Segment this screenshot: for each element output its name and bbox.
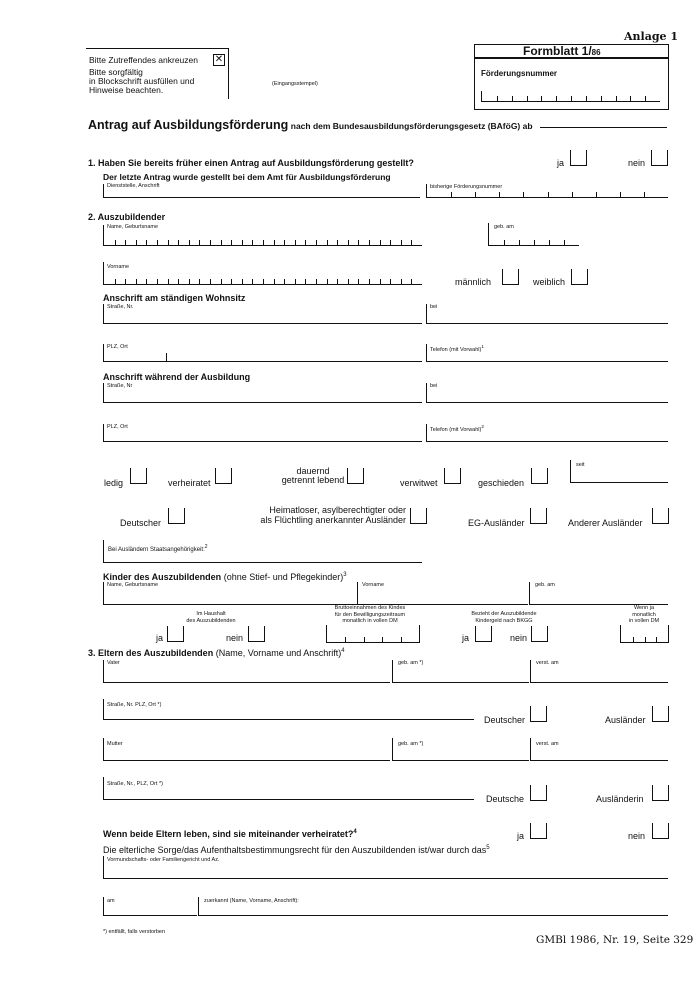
child-name-field[interactable] <box>103 582 357 605</box>
comb-tick <box>305 279 306 284</box>
comb-tick <box>548 192 549 197</box>
comb-tick <box>327 240 328 245</box>
household-yes-label: ja <box>156 633 164 643</box>
mother-dob-field[interactable] <box>392 738 529 761</box>
custody-granted-field[interactable] <box>198 897 668 916</box>
mother-dob-label: geb. am *) <box>398 741 424 747</box>
home-phone-label: Telefon (mit Vorwahl)$^1$ <box>430 344 484 353</box>
q1-no-checkbox[interactable] <box>651 150 668 166</box>
foerderungsnummer-field[interactable] <box>481 91 660 102</box>
comb-tick <box>168 240 169 245</box>
mother-label: Mutter <box>107 741 123 747</box>
father-address-label: Straße, Nr. PLZ, Ort *) <box>107 702 162 708</box>
comb-tick <box>523 192 524 197</box>
home-at-field[interactable] <box>426 304 668 324</box>
comb-tick <box>136 240 137 245</box>
comb-tick <box>263 240 264 245</box>
custody-granted-label: zuerkannt (Name, Vorname, Anschrift): <box>204 898 299 904</box>
q2-name-label: Name, Geburtsname <box>107 224 159 230</box>
comb-tick <box>348 279 349 284</box>
comb-tick <box>263 279 264 284</box>
comb-tick <box>168 279 169 284</box>
parents-married-question: Wenn beide Eltern leben, sind sie miteinander verheiratet?$^4$ <box>103 829 357 839</box>
formblatt-header <box>475 45 668 59</box>
comb-tick <box>115 240 116 245</box>
comb-tick <box>178 240 179 245</box>
comb-tick <box>401 240 402 245</box>
footnote: *) entfällt, falls verstorben <box>103 929 166 935</box>
comb-tick <box>316 240 317 245</box>
comb-tick <box>189 240 190 245</box>
benefit-no-checkbox[interactable] <box>531 626 548 642</box>
comb-tick <box>504 240 505 245</box>
comb-tick <box>390 240 391 245</box>
q2-dob-field[interactable] <box>488 223 579 246</box>
comb-tick <box>125 240 126 245</box>
child-dob-field[interactable] <box>529 582 668 605</box>
stamp-label: (Eingangsstempel) <box>272 81 318 87</box>
married-label: verheiratet <box>168 478 211 488</box>
other-foreign-label: Anderer Ausländer <box>568 518 643 528</box>
comb-tick <box>295 240 296 245</box>
comb-tick <box>564 240 565 245</box>
comb-tick <box>572 192 573 197</box>
instruction-line-2: Bitte sorgfältig <box>89 67 143 77</box>
comb-tick <box>549 240 550 245</box>
comb-tick <box>380 240 381 245</box>
comb-tick <box>571 96 572 101</box>
mother-german-label: Deutsche <box>486 794 525 804</box>
father-foreign-label: Ausländer <box>605 715 646 725</box>
child-firstname-field[interactable] <box>357 582 528 605</box>
comb-tick <box>497 96 498 101</box>
divorced-checkbox[interactable] <box>531 468 548 484</box>
foerderungsnummer-label: Förderungsnummer <box>481 69 558 78</box>
comb-tick <box>284 240 285 245</box>
refugee-checkbox[interactable] <box>410 508 427 524</box>
benefit-amount-label: Wenn ja monatlich in vollen DM <box>628 605 660 624</box>
comb-tick <box>644 192 645 197</box>
comb-tick <box>390 279 391 284</box>
comb-tick <box>178 279 179 284</box>
comb-tick <box>411 240 412 245</box>
household-no-checkbox[interactable] <box>248 626 265 642</box>
q2-title: 2. Auszubildender <box>88 212 166 222</box>
comb-tick <box>210 279 211 284</box>
source-reference: GMBl 1986, Nr. 19, Seite 329 <box>536 934 694 946</box>
father-label: Vater <box>107 660 120 666</box>
study-at-field[interactable] <box>426 383 668 403</box>
benefit-yes-label: ja <box>462 633 470 643</box>
study-phone-field[interactable] <box>426 424 668 442</box>
household-yes-checkbox[interactable] <box>167 626 184 642</box>
q2-dob-label: geb. am <box>494 224 514 230</box>
instructions-box <box>86 48 229 99</box>
parents-married-no-checkbox[interactable] <box>652 823 669 839</box>
custody-date-label: am <box>107 898 115 904</box>
study-address-title: Anschrift während der Ausbildung <box>103 372 251 382</box>
comb-tick <box>364 637 365 642</box>
q1-number-field[interactable] <box>426 184 668 198</box>
formblatt-box <box>474 44 669 110</box>
comb-tick <box>157 279 158 284</box>
q1-no-label: nein <box>628 158 646 168</box>
comb-tick <box>242 279 243 284</box>
child-benefit-label: Bezieht der Auszubildende Kindergeld nach BKGG <box>471 611 537 624</box>
father-dob-label: geb. am *) <box>398 660 424 666</box>
custody-date-field[interactable] <box>103 897 197 916</box>
start-date-line[interactable] <box>540 127 667 128</box>
comb-tick <box>369 240 370 245</box>
father-address-field[interactable] <box>103 699 474 720</box>
home-city-label: PLZ, Ort <box>107 344 128 350</box>
father-german-label: Deutscher <box>484 715 526 725</box>
comb-tick <box>221 279 222 284</box>
mother-address-label: Straße, Nr., PLZ, Ort *) <box>107 781 163 787</box>
comb-tick <box>125 279 126 284</box>
q1-yes-checkbox[interactable] <box>570 150 587 166</box>
child-firstname-label: Vorname <box>362 582 385 588</box>
comb-tick <box>231 240 232 245</box>
female-checkbox[interactable] <box>571 269 588 285</box>
comb-tick <box>327 279 328 284</box>
father-german-checkbox[interactable] <box>530 706 547 722</box>
mother-foreign-checkbox[interactable] <box>652 785 669 801</box>
q3-title: 3. Eltern des Auszubildenden (Name, Vorname und Anschrift)$^4$ <box>88 648 345 658</box>
mother-died-label: verst. am <box>536 741 559 747</box>
comb-tick <box>199 240 200 245</box>
comb-tick <box>380 279 381 284</box>
comb-tick <box>242 240 243 245</box>
comb-tick <box>210 240 211 245</box>
separated-checkbox[interactable] <box>347 468 364 484</box>
comb-tick <box>199 279 200 284</box>
single-label: ledig <box>104 478 124 488</box>
comb-tick <box>620 192 621 197</box>
since-field[interactable] <box>570 460 668 483</box>
german-label: Deutscher <box>120 518 162 528</box>
comb-tick <box>451 192 452 197</box>
comb-tick <box>556 96 557 101</box>
instruction-line-4: Hinweise beachten. <box>89 85 164 95</box>
comb-tick <box>601 96 602 101</box>
custody-text: Die elterliche Sorge/das Aufenthaltsbestimmungsrecht für den Auszubildenden ist/war durch das$^5$ <box>103 845 490 855</box>
heading-main: Antrag auf Ausbildungsförderung <box>88 118 289 132</box>
comb-tick <box>616 96 617 101</box>
widowed-label: verwitwet <box>400 478 438 488</box>
benefit-no-label: nein <box>510 633 528 643</box>
home-at-label: bei <box>430 304 438 310</box>
q1-number-label: bisherige Förderungsnummer <box>430 184 503 190</box>
parents-married-no-label: nein <box>628 831 646 841</box>
q1-question: 1. Haben Sie bereits früher einen Antrag auf Ausbildungsförderung gestellt? <box>88 158 414 168</box>
comb-tick <box>596 192 597 197</box>
comb-tick <box>401 279 402 284</box>
single-checkbox[interactable] <box>130 468 147 484</box>
since-label: seit <box>576 462 585 468</box>
comb-tick <box>284 279 285 284</box>
court-label: Vormundschafts- oder Familiengericht und Az. <box>107 857 220 863</box>
father-dob-field[interactable] <box>392 660 529 683</box>
father-died-label: verst. am <box>536 660 559 666</box>
comb-tick <box>115 279 116 284</box>
children-title: Kinder des Auszubildenden (ohne Stief- und Pflegekinder)$^3$ <box>103 572 347 582</box>
comb-tick <box>519 240 520 245</box>
formblatt-title: Formblatt 1/86 <box>523 44 601 58</box>
comb-tick <box>527 96 528 101</box>
comb-tick <box>146 279 147 284</box>
comb-tick <box>358 279 359 284</box>
male-checkbox[interactable] <box>502 269 519 285</box>
child-name-label: Name, Geburtsname <box>107 582 159 588</box>
comb-tick <box>382 637 383 642</box>
mother-died-field[interactable] <box>530 738 668 761</box>
study-at-label: bei <box>430 383 438 389</box>
q1-sub: Der letzte Antrag wurde gestellt bei dem Amt für Ausbildungsförderung <box>103 172 391 182</box>
annex-label: Anlage 1 <box>624 30 679 43</box>
household-label: Im Haushalt des Auszubildenden <box>186 611 236 624</box>
citizenship-label: Bei Ausländern Staatsangehörigkeit:$^2$ <box>108 544 208 553</box>
comb-tick <box>369 279 370 284</box>
parents-married-yes-label: ja <box>517 831 525 841</box>
eu-label: EG-Ausländer <box>468 518 525 528</box>
refugee-label: Heimatloser, asylberechtigter oder als Flüchtling anerkannter Ausländer <box>260 505 406 525</box>
study-city-label: PLZ, Ort <box>107 424 128 430</box>
home-address-title: Anschrift am ständigen Wohnsitz <box>103 293 246 303</box>
court-field[interactable] <box>103 856 668 879</box>
study-street-label: Straße, Nr <box>107 383 133 389</box>
child-dob-label: geb. am <box>535 582 555 588</box>
comb-tick <box>475 192 476 197</box>
father-died-field[interactable] <box>530 660 668 683</box>
comb-tick <box>146 240 147 245</box>
eu-checkbox[interactable] <box>530 508 547 524</box>
comb-tick <box>305 240 306 245</box>
comb-tick <box>252 279 253 284</box>
mother-foreign-label: Ausländerin <box>596 794 644 804</box>
comb-tick <box>136 279 137 284</box>
comb-tick <box>337 279 338 284</box>
comb-tick <box>633 637 634 642</box>
citizenship-field[interactable] <box>103 540 422 563</box>
study-phone-label: Telefon (mit Vorwahl)$^2$ <box>430 424 484 433</box>
comb-tick <box>274 279 275 284</box>
benefit-yes-checkbox[interactable] <box>475 626 492 642</box>
heading-rest: nach dem Bundesausbildungsförderungsgesetz (BAföG) ab <box>290 121 533 131</box>
study-city-field[interactable] <box>103 424 422 442</box>
mother-german-checkbox[interactable] <box>530 785 547 801</box>
instruction-line-1: Bitte Zutreffendes ankreuzen <box>89 55 198 65</box>
comb-tick <box>221 240 222 245</box>
divorced-label: geschieden <box>478 478 525 488</box>
comb-tick <box>645 96 646 101</box>
q1-office-label: Dienststelle, Anschrift <box>107 183 160 189</box>
comb-tick <box>316 279 317 284</box>
home-phone-field[interactable] <box>426 344 668 362</box>
comb-tick <box>411 279 412 284</box>
father-name-field[interactable] <box>103 660 390 683</box>
child-income-label: Bruttoeinnahmen des Kindes für den Bewilligungszeitraum monatlich in vollen DM <box>334 605 406 624</box>
german-checkbox[interactable] <box>168 508 185 524</box>
female-label: weiblich <box>533 277 566 287</box>
comb-tick <box>358 240 359 245</box>
checkbox-example-icon: ✕ <box>214 54 224 65</box>
q2-firstname-field[interactable] <box>103 262 422 285</box>
male-label: männlich <box>455 277 492 287</box>
comb-tick <box>157 240 158 245</box>
comb-tick <box>337 240 338 245</box>
separated-label: dauernd getrennt lebend <box>281 466 345 485</box>
comb-tick <box>534 240 535 245</box>
comb-tick <box>656 637 657 642</box>
comb-tick <box>512 96 513 101</box>
home-street-field[interactable] <box>103 304 422 324</box>
benefit-amount-field[interactable] <box>620 625 669 643</box>
comb-tick <box>274 240 275 245</box>
comb-tick <box>295 279 296 284</box>
comb-tick <box>541 96 542 101</box>
q1-yes-label: ja <box>557 158 565 168</box>
plz-divider <box>166 353 167 361</box>
mother-name-field[interactable] <box>103 738 390 761</box>
form-heading <box>88 118 533 132</box>
other-foreign-checkbox[interactable] <box>652 508 669 524</box>
q2-name-field[interactable] <box>103 225 422 246</box>
study-street-field[interactable] <box>103 383 422 403</box>
comb-tick <box>630 96 631 101</box>
q2-firstname-label: Vorname <box>107 264 130 270</box>
comb-tick <box>345 637 346 642</box>
comb-tick <box>645 637 646 642</box>
comb-tick <box>401 637 402 642</box>
home-city-field[interactable] <box>103 344 422 362</box>
child-income-field[interactable] <box>326 625 420 643</box>
comb-tick <box>348 240 349 245</box>
comb-tick <box>499 192 500 197</box>
married-checkbox[interactable] <box>215 468 232 484</box>
comb-tick <box>252 240 253 245</box>
mother-address-field[interactable] <box>103 777 474 800</box>
household-no-label: nein <box>226 633 244 643</box>
q1-office-field[interactable] <box>103 184 420 198</box>
comb-tick <box>231 279 232 284</box>
widowed-checkbox[interactable] <box>444 468 461 484</box>
comb-tick <box>189 279 190 284</box>
comb-tick <box>586 96 587 101</box>
parents-married-yes-checkbox[interactable] <box>530 823 547 839</box>
father-foreign-checkbox[interactable] <box>652 706 669 722</box>
instruction-line-3: in Blockschrift ausfüllen und <box>89 76 195 86</box>
home-street-label: Straße, Nr. <box>107 304 134 310</box>
